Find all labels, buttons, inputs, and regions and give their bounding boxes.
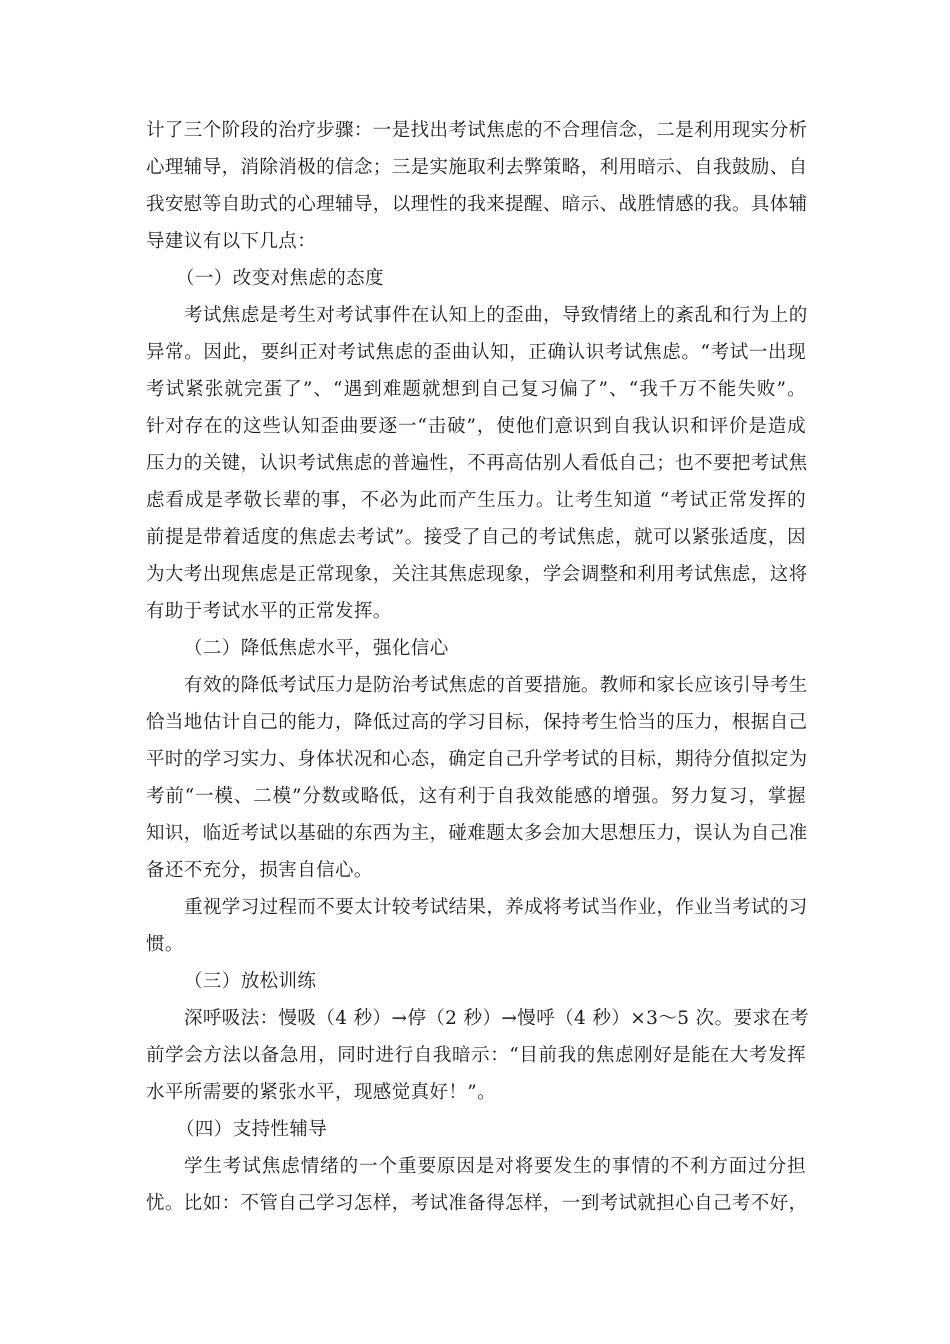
document-body [146,112,810,1222]
text-line: 有助于考试水平的正常发挥。 [146,601,392,622]
text-line: 平时的学习实力、身体状况和心态，确定自己升学考试的目标，期待分值拟定为 [146,749,808,770]
text-line: 备还不充分，损害自信心。 [146,860,373,881]
paragraph-first-line: 重视学习过程而不要太计较考试结果，养成将考试当作业，作业当考试的习 [184,897,808,918]
paragraph-first-line: 学生考试焦虑情绪的一个重要原因是对将要发生的事情的不利方面过分担 [184,1156,806,1177]
text-line: 前提是带着适度的焦虑去考试”。接受了自己的考试焦虑，就可以紧张适度，因 [146,527,806,548]
text-line: 惯。 [146,934,184,955]
text-line: 考试紧张就完蛋了”、“遇到难题就想到自己复习偏了”、“我千万不能失败”。 [146,379,806,400]
text-line: 恰当地估计自己的能力，降低过高的学习目标，保持考生恰当的压力，根据自己 [146,712,808,733]
text-line: 针对存在的这些认知歪曲要逐一“击破”，使他们意识到自我认识和评价是造成 [146,416,806,437]
paragraph-first-line: 有效的降低考试压力是防治考试焦虑的首要措施。教师和家长应该引导考生 [184,675,808,696]
text-line: 为大考出现焦虑是正常现象，关注其焦虑现象，学会调整和利用考试焦虑，这将 [146,564,808,585]
text-line: 考前“一模、二模”分数或略低，这有利于自我效能感的增强。努力复习，掌握 [146,786,806,807]
text-line: 我安慰等自助式的心理辅导，以理性的我来提醒、暗示、战胜情感的我。具体辅 [146,194,808,215]
text-line: 异常。因此，要纠正对考试焦虑的歪曲认知，正确认识考试焦虑。“考试一出现 [146,342,806,363]
section-heading: （一）改变对焦虑的态度 [176,268,384,289]
paragraph-first-line: 深呼吸法：慢吸（4 秒）→停（2 秒）→慢呼（4 秒）×3～5 次。要求在考 [184,1008,810,1029]
text-line: 前学会方法以备急用，同时进行自我暗示：“目前我的焦虑刚好是能在大考发挥 [146,1045,806,1066]
text-line: 虑看成是孝敬长辈的事，不必为此而产生压力。让考生知道 “考试正常发挥的 [146,490,806,511]
text-line: 知识，临近考试以基础的东西为主，碰难题太多会加大思想压力，误认为自己准 [146,823,808,844]
text-line: 导建议有以下几点： [146,231,317,252]
text-line: 压力的关键，认识考试焦虑的普遍性，不再高估别人看低自己；也不要把考试焦 [146,453,808,474]
text-line: 水平所需要的紧张水平，现感觉真好！”。 [146,1082,497,1103]
text-line: 忧。比如：不管自己学习怎样，考试准备得怎样，一到考试就担心自己考不好， [146,1193,808,1214]
section-heading: （二）降低焦虑水平，强化信心 [184,638,449,659]
text-line: 计了三个阶段的治疗步骤：一是找出考试焦虑的不合理信念，二是利用现实分析 [146,120,808,141]
section-heading: （四）支持性辅导 [176,1119,328,1140]
paragraph-first-line: 考试焦虑是考生对考试事件在认知上的歪曲，导致情绪上的紊乱和行为上的 [184,305,808,326]
text-line: 心理辅导，消除消极的信念；三是实施取利去弊策略，利用暗示、自我鼓励、自 [146,157,808,178]
section-heading: （三）放松训练 [184,971,317,992]
